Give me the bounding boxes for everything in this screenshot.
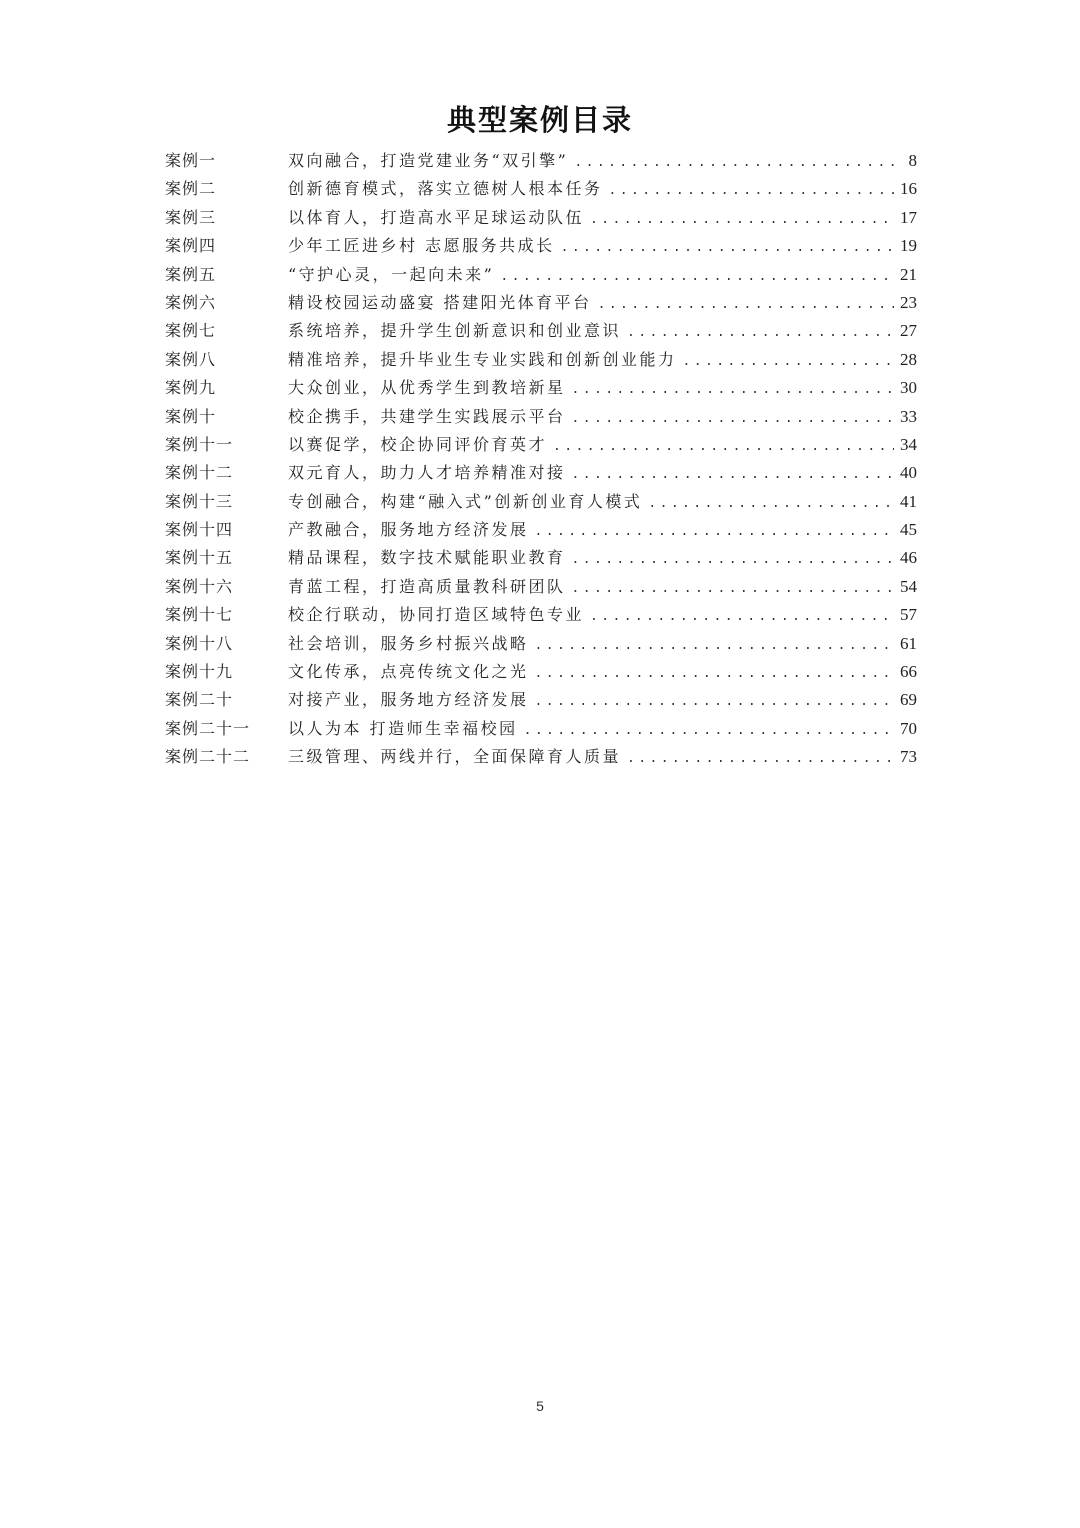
- toc-entry-title: 社会培训，服务乡村振兴战略: [288, 633, 529, 653]
- toc-page-number: 66: [900, 662, 917, 682]
- toc-entry[interactable]: [165, 686, 917, 714]
- toc-entry[interactable]: [165, 147, 917, 175]
- toc-page-number: 34: [900, 434, 917, 454]
- toc-entry-title: 以人为本 打造师生幸福校园: [288, 718, 518, 738]
- toc-dot-leader: [574, 149, 897, 177]
- toc-case-label: 案例七: [165, 321, 217, 341]
- toc-page-number: 70: [900, 718, 917, 738]
- toc-entry-title: 校企行联动，协同打造区域特色专业: [288, 605, 585, 625]
- toc-dot-leader: [572, 405, 894, 433]
- toc-dot-leader: [590, 206, 894, 234]
- toc-entry-title: 双向融合，打造党建业务“双引擎”: [288, 151, 569, 170]
- toc-dot-leader: [500, 263, 894, 291]
- toc-entry[interactable]: [165, 573, 917, 601]
- toc-entry[interactable]: [165, 488, 917, 516]
- toc-entry-title: 校企携手，共建学生实践展示平台: [288, 406, 566, 426]
- toc-page-number: 16: [900, 179, 917, 199]
- toc-entry-title: 三级管理、两线并行，全面保障育人质量: [288, 747, 622, 767]
- toc-page-number: 69: [900, 690, 917, 710]
- toc-case-label: 案例九: [165, 378, 217, 398]
- toc-dot-leader: [535, 632, 894, 660]
- toc-case-label: 案例二十: [165, 690, 234, 710]
- toc-entry-title: 双元育人，助力人才培养精准对接: [288, 463, 566, 483]
- toc-page-number: 57: [900, 605, 917, 625]
- toc-entry-title: 青蓝工程，打造高质量教科研团队: [288, 576, 566, 596]
- toc-entry-title: “守护心灵，一起向未来”: [288, 264, 495, 284]
- toc-case-label: 案例五: [165, 264, 217, 284]
- toc-entry[interactable]: [165, 601, 917, 629]
- toc-entry[interactable]: [165, 289, 917, 317]
- toc-page-number: 33: [900, 406, 917, 426]
- toc-dot-leader: [535, 660, 894, 688]
- toc-page-number: 19: [900, 236, 917, 256]
- toc-page-number: 61: [900, 633, 917, 653]
- toc-entry-title: 对接产业，服务地方经济发展: [288, 690, 529, 710]
- toc-case-label: 案例八: [165, 349, 217, 369]
- toc-page-number: 45: [900, 520, 917, 540]
- toc-case-label: 案例二: [165, 179, 217, 199]
- toc-dot-leader: [572, 376, 894, 404]
- toc-case-label: 案例四: [165, 236, 217, 256]
- toc-dot-leader: [627, 319, 894, 347]
- toc-entry-title: 创新德育模式，落实立德树人根本任务: [288, 179, 603, 199]
- toc-case-label: 案例十七: [165, 605, 234, 625]
- toc-entry-title: 精品课程，数字技术赋能职业教育: [288, 548, 566, 568]
- toc-page-number: 30: [900, 378, 917, 398]
- toc-entry[interactable]: [165, 261, 917, 289]
- toc-entry-title: 专创融合，构建“融入式”创新创业育人模式: [288, 491, 643, 511]
- toc-case-label: 案例六: [165, 292, 217, 312]
- toc-dot-leader: [535, 518, 894, 546]
- toc-case-label: 案例十四: [165, 520, 234, 540]
- toc-case-label: 案例一: [165, 151, 217, 170]
- toc-dot-leader: [561, 234, 894, 262]
- toc-page-number: 17: [900, 207, 917, 227]
- toc-case-label: 案例三: [165, 207, 217, 227]
- toc-page-number: 73: [900, 747, 917, 767]
- toc-dot-leader: [524, 717, 894, 745]
- toc-case-label: 案例十六: [165, 576, 234, 596]
- toc-dot-leader: [590, 603, 894, 631]
- toc-entry-title: 文化传承，点亮传统文化之光: [288, 662, 529, 682]
- toc-entry[interactable]: [165, 743, 917, 771]
- page-number: 5: [536, 1398, 544, 1414]
- toc-dot-leader: [572, 461, 894, 489]
- toc-page-number: 21: [900, 264, 917, 284]
- toc-dot-leader: [572, 575, 894, 603]
- toc-entry-title: 少年工匠进乡村 志愿服务共成长: [288, 236, 555, 256]
- toc-entry-title: 大众创业，从优秀学生到教培新星: [288, 378, 566, 398]
- page-title: 典型案例目录: [446, 103, 633, 137]
- toc-dot-leader: [553, 433, 894, 461]
- toc-page-number: 23: [900, 292, 917, 312]
- toc-dot-leader: [648, 490, 894, 518]
- toc-dot-leader: [609, 177, 894, 205]
- toc-case-label: 案例二十二: [165, 747, 251, 767]
- table-of-contents: [165, 147, 917, 772]
- toc-entry-title: 以赛促学，校企协同评价育英才: [288, 434, 548, 454]
- toc-dot-leader: [627, 745, 894, 773]
- toc-entry-title: 系统培养，提升学生创新意识和创业意识: [288, 321, 622, 341]
- toc-entry[interactable]: [165, 715, 917, 743]
- toc-page-number: 46: [900, 548, 917, 568]
- toc-entry[interactable]: [165, 204, 917, 232]
- toc-entry[interactable]: [165, 232, 917, 260]
- toc-case-label: 案例十九: [165, 662, 234, 682]
- toc-entry[interactable]: [165, 658, 917, 686]
- toc-entry[interactable]: [165, 516, 917, 544]
- toc-case-label: 案例十三: [165, 491, 234, 511]
- toc-case-label: 案例十五: [165, 548, 234, 568]
- toc-entry[interactable]: [165, 403, 917, 431]
- toc-entry[interactable]: [165, 544, 917, 572]
- toc-page-number: 28: [900, 349, 917, 369]
- toc-dot-leader: [535, 688, 894, 716]
- toc-page-number: 8: [908, 151, 917, 170]
- toc-page-number: 27: [900, 321, 917, 341]
- toc-case-label: 案例十: [165, 406, 217, 426]
- toc-case-label: 案例十八: [165, 633, 234, 653]
- toc-case-label: 案例十一: [165, 434, 234, 454]
- toc-page-number: 54: [900, 576, 917, 596]
- toc-dot-leader: [598, 291, 894, 319]
- toc-entry[interactable]: [165, 374, 917, 402]
- toc-entry[interactable]: [165, 317, 917, 345]
- toc-entry[interactable]: [165, 431, 917, 459]
- toc-entry-title: 精准培养，提升毕业生专业实践和创新创业能力: [288, 349, 677, 369]
- toc-entry-title: 以体育人，打造高水平足球运动队伍: [288, 207, 585, 227]
- toc-entry[interactable]: [165, 175, 917, 203]
- toc-entry[interactable]: [165, 346, 917, 374]
- toc-entry[interactable]: [165, 459, 917, 487]
- toc-entry-title: 精设校园运动盛宴 搭建阳光体育平台: [288, 292, 592, 312]
- toc-entry-title: 产教融合，服务地方经济发展: [288, 520, 529, 540]
- toc-dot-leader: [572, 546, 894, 574]
- toc-entry[interactable]: [165, 630, 917, 658]
- toc-case-label: 案例十二: [165, 463, 234, 483]
- toc-case-label: 案例二十一: [165, 718, 251, 738]
- toc-page-number: 41: [900, 491, 917, 511]
- toc-page-number: 40: [900, 463, 917, 483]
- toc-dot-leader: [683, 348, 894, 376]
